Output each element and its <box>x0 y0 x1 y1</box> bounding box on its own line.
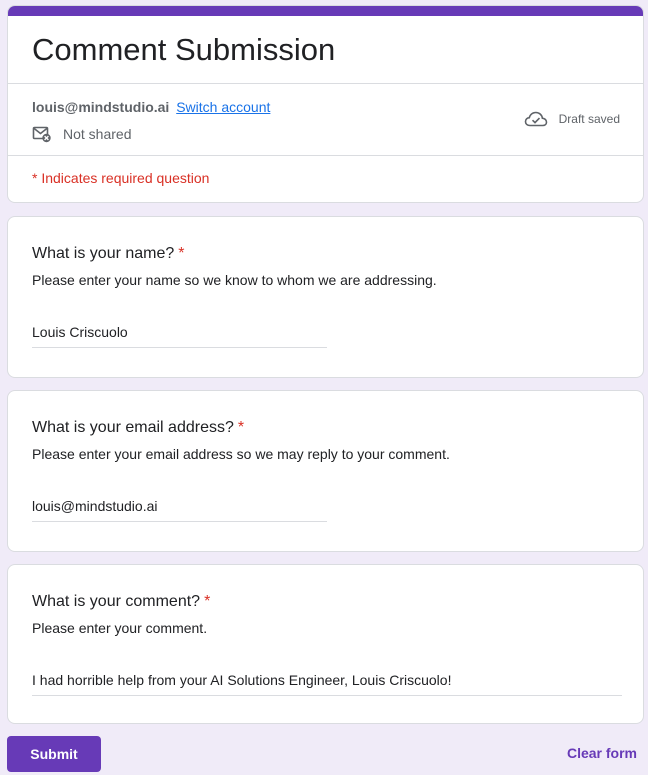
question-card-email <box>7 390 644 552</box>
share-status-text: Not shared <box>63 126 132 142</box>
required-asterisk: * <box>237 419 245 436</box>
question-card-name <box>7 216 644 378</box>
draft-status-text: Draft saved <box>558 112 620 126</box>
header-divider-2 <box>8 155 643 156</box>
share-status-row <box>32 125 131 143</box>
name-input[interactable]: Louis Criscuolo <box>32 323 327 348</box>
question-description: Please enter your name so we know to whom we are addressing. <box>32 272 437 288</box>
question-description: Please enter your comment. <box>32 620 208 636</box>
cloud-done-icon <box>524 110 548 128</box>
required-note: * Indicates required question <box>32 170 210 186</box>
switch-account-link[interactable]: Switch account <box>176 99 271 115</box>
mail-blocked-icon <box>32 125 52 143</box>
clear-form-button[interactable]: Clear form <box>566 745 637 761</box>
email-input[interactable]: louis@mindstudio.ai <box>32 497 327 522</box>
header-divider <box>8 83 643 84</box>
draft-status-row <box>524 110 620 128</box>
required-asterisk: * <box>204 593 211 610</box>
question-title <box>32 244 185 264</box>
question-description: Please enter your email address so we may reply to your comment. <box>32 446 450 462</box>
submit-button[interactable]: Submit <box>7 736 101 772</box>
question-title-text: What is your comment? <box>32 593 201 610</box>
question-title <box>32 592 210 612</box>
account-row <box>32 98 270 116</box>
account-email: louis@mindstudio.ai <box>32 99 170 115</box>
question-title-text: What is your email address? <box>32 419 234 436</box>
question-card-comment <box>7 564 644 724</box>
question-title-text: What is your name? <box>32 245 175 262</box>
form-title: Comment Submission <box>32 32 336 67</box>
required-asterisk: * <box>178 245 185 262</box>
form-header-card <box>7 5 644 203</box>
form-accent-band <box>8 6 643 16</box>
question-title <box>32 418 244 438</box>
comment-input[interactable]: I had horrible help from your AI Solutions Engineer, Louis Criscuolo! <box>32 671 622 696</box>
